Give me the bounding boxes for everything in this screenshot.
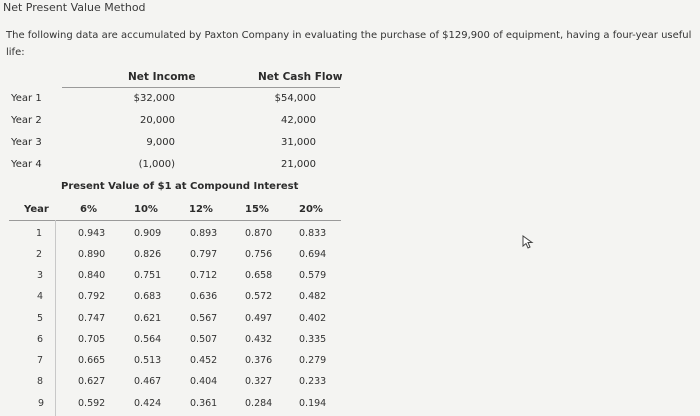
pv-value-cell: 0.747 <box>78 313 106 324</box>
pv-value-cell: 0.482 <box>299 291 327 302</box>
intro-text: The following data are accumulated by Paxton Company in evaluating the purchase of $129,900 of equipment, having a four-year useful life: <box>6 30 692 58</box>
pv-year-cell: 7 <box>37 355 44 366</box>
pv-value-cell: 0.497 <box>245 313 273 324</box>
pv-year-cell: 3 <box>37 270 44 281</box>
pv-value-cell: 0.194 <box>299 398 327 409</box>
pv-value-cell: 0.507 <box>190 334 218 345</box>
pv-header-12: 12% <box>189 204 213 215</box>
pv-value-cell: 0.424 <box>134 398 162 409</box>
pv-year-cell: 6 <box>37 334 44 345</box>
pv-year-cell: 8 <box>37 376 44 387</box>
year-3-label: Year 3 <box>11 137 42 148</box>
pv-header-15: 15% <box>245 204 269 215</box>
year-2-label: Year 2 <box>11 115 42 126</box>
year-3-net-cash-flow: 31,000 <box>281 137 316 148</box>
pv-value-cell: 0.893 <box>190 228 218 239</box>
pv-value-cell: 0.705 <box>78 334 106 345</box>
net-income-header: Net Income <box>128 71 196 83</box>
pv-value-cell: 0.636 <box>190 291 218 302</box>
year-1-net-cash-flow: $54,000 <box>274 93 316 104</box>
page-title: Net Present Value Method <box>3 1 146 14</box>
pv-value-cell: 0.890 <box>78 249 106 260</box>
pv-value-cell: 0.327 <box>245 376 273 387</box>
pv-header-20: 20% <box>299 204 323 215</box>
pv-year-cell: 5 <box>37 313 44 324</box>
mouse-cursor-icon <box>522 234 534 253</box>
pv-value-cell: 0.833 <box>299 228 327 239</box>
year-4-net-cash-flow: 21,000 <box>281 159 316 170</box>
pv-value-cell: 0.467 <box>134 376 162 387</box>
pv-year-cell: 1 <box>36 228 43 239</box>
pv-header-10: 10% <box>134 204 158 215</box>
year-column-divider <box>9 220 56 416</box>
pv-year-cell: 2 <box>36 249 43 260</box>
pv-value-cell: 0.627 <box>78 376 106 387</box>
year-4-label: Year 4 <box>11 159 42 170</box>
year-2-net-income: 20,000 <box>140 115 175 126</box>
pv-value-cell: 0.826 <box>134 249 162 260</box>
pv-value-cell: 0.567 <box>190 313 218 324</box>
pv-year-cell: 9 <box>38 398 45 409</box>
pv-value-cell: 0.233 <box>299 376 327 387</box>
pv-value-cell: 0.432 <box>245 334 273 345</box>
pv-year-cell: 4 <box>37 291 44 302</box>
year-3-net-income: 9,000 <box>146 137 175 148</box>
pv-header-divider <box>9 220 341 221</box>
pv-value-cell: 0.579 <box>299 270 327 281</box>
pv-header-6: 6% <box>80 204 97 215</box>
pv-value-cell: 0.683 <box>134 291 162 302</box>
pv-value-cell: 0.621 <box>134 313 162 324</box>
pv-value-cell: 0.840 <box>78 270 106 281</box>
pv-value-cell: 0.658 <box>245 270 273 281</box>
pv-value-cell: 0.665 <box>78 355 106 366</box>
pv-value-cell: 0.592 <box>78 398 106 409</box>
pv-value-cell: 0.284 <box>245 398 273 409</box>
pv-table-title: Present Value of $1 at Compound Interest <box>61 181 299 192</box>
year-1-label: Year 1 <box>11 93 42 104</box>
pv-value-cell: 0.572 <box>245 291 273 302</box>
year-2-net-cash-flow: 42,000 <box>281 115 316 126</box>
pv-value-cell: 0.751 <box>134 270 162 281</box>
pv-value-cell: 0.376 <box>245 355 273 366</box>
year-4-net-income: (1,000) <box>138 159 175 170</box>
year-1-net-income: $32,000 <box>133 93 175 104</box>
pv-value-cell: 0.402 <box>299 313 327 324</box>
pv-value-cell: 0.361 <box>190 398 218 409</box>
pv-value-cell: 0.909 <box>134 228 162 239</box>
pv-value-cell: 0.792 <box>78 291 106 302</box>
pv-value-cell: 0.513 <box>134 355 162 366</box>
pv-value-cell: 0.712 <box>190 270 218 281</box>
pv-header-year: Year <box>24 204 49 215</box>
pv-value-cell: 0.452 <box>190 355 218 366</box>
pv-value-cell: 0.404 <box>190 376 218 387</box>
pv-value-cell: 0.870 <box>245 228 273 239</box>
pv-value-cell: 0.756 <box>245 249 273 260</box>
pv-value-cell: 0.694 <box>299 249 327 260</box>
net-cash-flow-header: Net Cash Flow <box>258 71 343 83</box>
pv-value-cell: 0.797 <box>190 249 218 260</box>
pv-value-cell: 0.943 <box>78 228 106 239</box>
pv-value-cell: 0.279 <box>299 355 327 366</box>
pv-value-cell: 0.564 <box>134 334 162 345</box>
pv-value-cell: 0.335 <box>299 334 327 345</box>
header-divider <box>62 87 340 88</box>
